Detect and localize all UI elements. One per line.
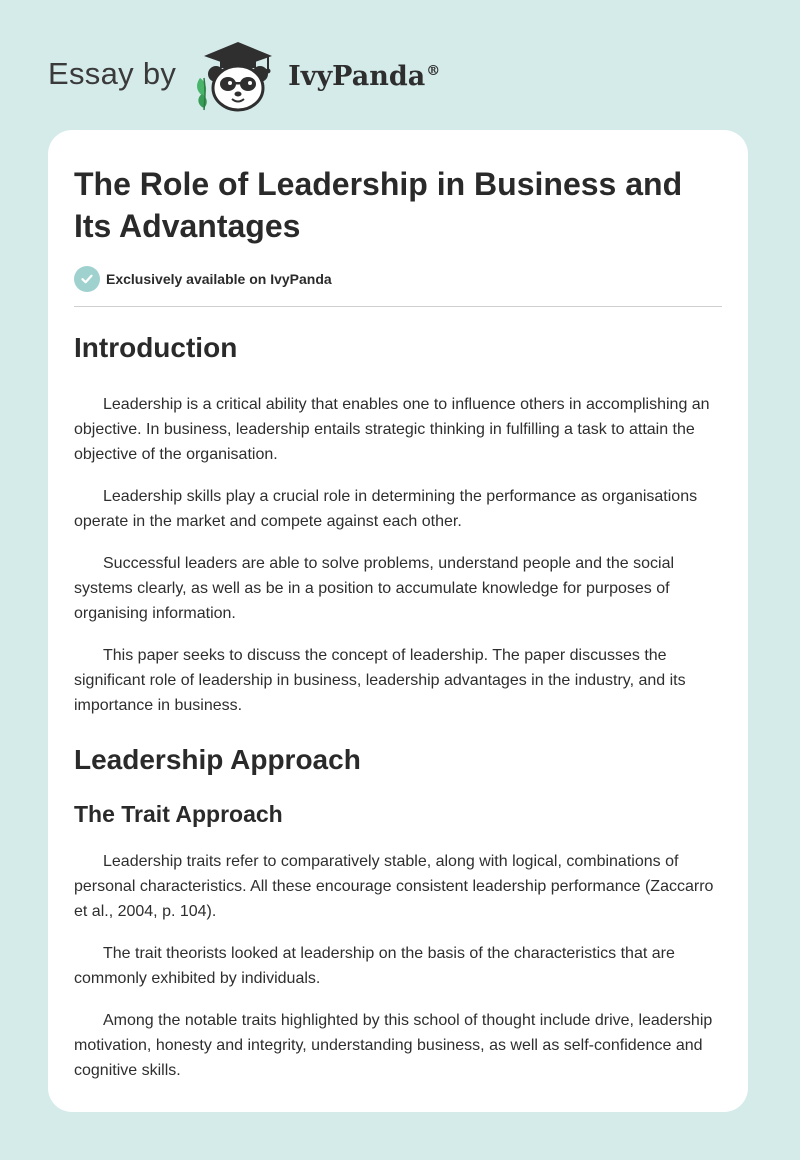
- exclusive-badge: [74, 265, 722, 293]
- brand-name: IvyPanda®: [288, 60, 441, 92]
- paragraph: Successful leaders are able to solve problems, understand people and the social systems clearly, as well as be in a position to accumulate knowledge for purposes of organising information.: [74, 555, 675, 622]
- brand-header: [48, 34, 440, 114]
- paragraph: The trait theorists looked at leadership on the basis of the characteristics that are commonly exhibited by individuals.: [74, 945, 675, 987]
- divider: [74, 306, 722, 307]
- subsection-heading-trait-approach: The Trait Approach: [74, 801, 283, 827]
- essay-card: [48, 130, 748, 1112]
- paragraph: Among the notable traits highlighted by this school of thought include drive, leadership motivation, honesty and integrity, understanding business, as well as self-confidence and cognitive skills.: [74, 1012, 713, 1079]
- paragraph: This paper seeks to discuss the concept of leadership. The paper discusses the significant role of leadership in business, leadership advantages in the industry, and its importance in business.: [74, 647, 686, 714]
- paragraph: Leadership traits refer to comparatively stable, along with logical, combinations of personal characteristics. All these encourage consistent leadership performance (Zaccarro et al., 2004, p. 104).: [74, 853, 714, 920]
- introduction-body: [74, 392, 722, 718]
- paragraph: Leadership skills play a crucial role in determining the performance as organisations operate in the market and compete against each other.: [74, 488, 698, 530]
- check-icon: [74, 266, 100, 292]
- section-heading-leadership-approach: Leadership Approach: [74, 744, 361, 775]
- trait-approach-body: [74, 849, 722, 1083]
- exclusive-label: Exclusively available on IvyPanda: [106, 271, 332, 287]
- panda-logo-icon: [192, 34, 284, 114]
- paragraph: Leadership is a critical ability that enables one to influence others in accomplishing an objective. In business, leadership entails strategic thinking in fulfilling a task to attain the objective of the organisation.: [74, 396, 710, 463]
- brand-prefix: Essay by: [48, 56, 177, 91]
- section-heading-introduction: Introduction: [74, 332, 238, 363]
- essay-title: The Role of Leadership in Business and Its Advantages: [74, 166, 683, 244]
